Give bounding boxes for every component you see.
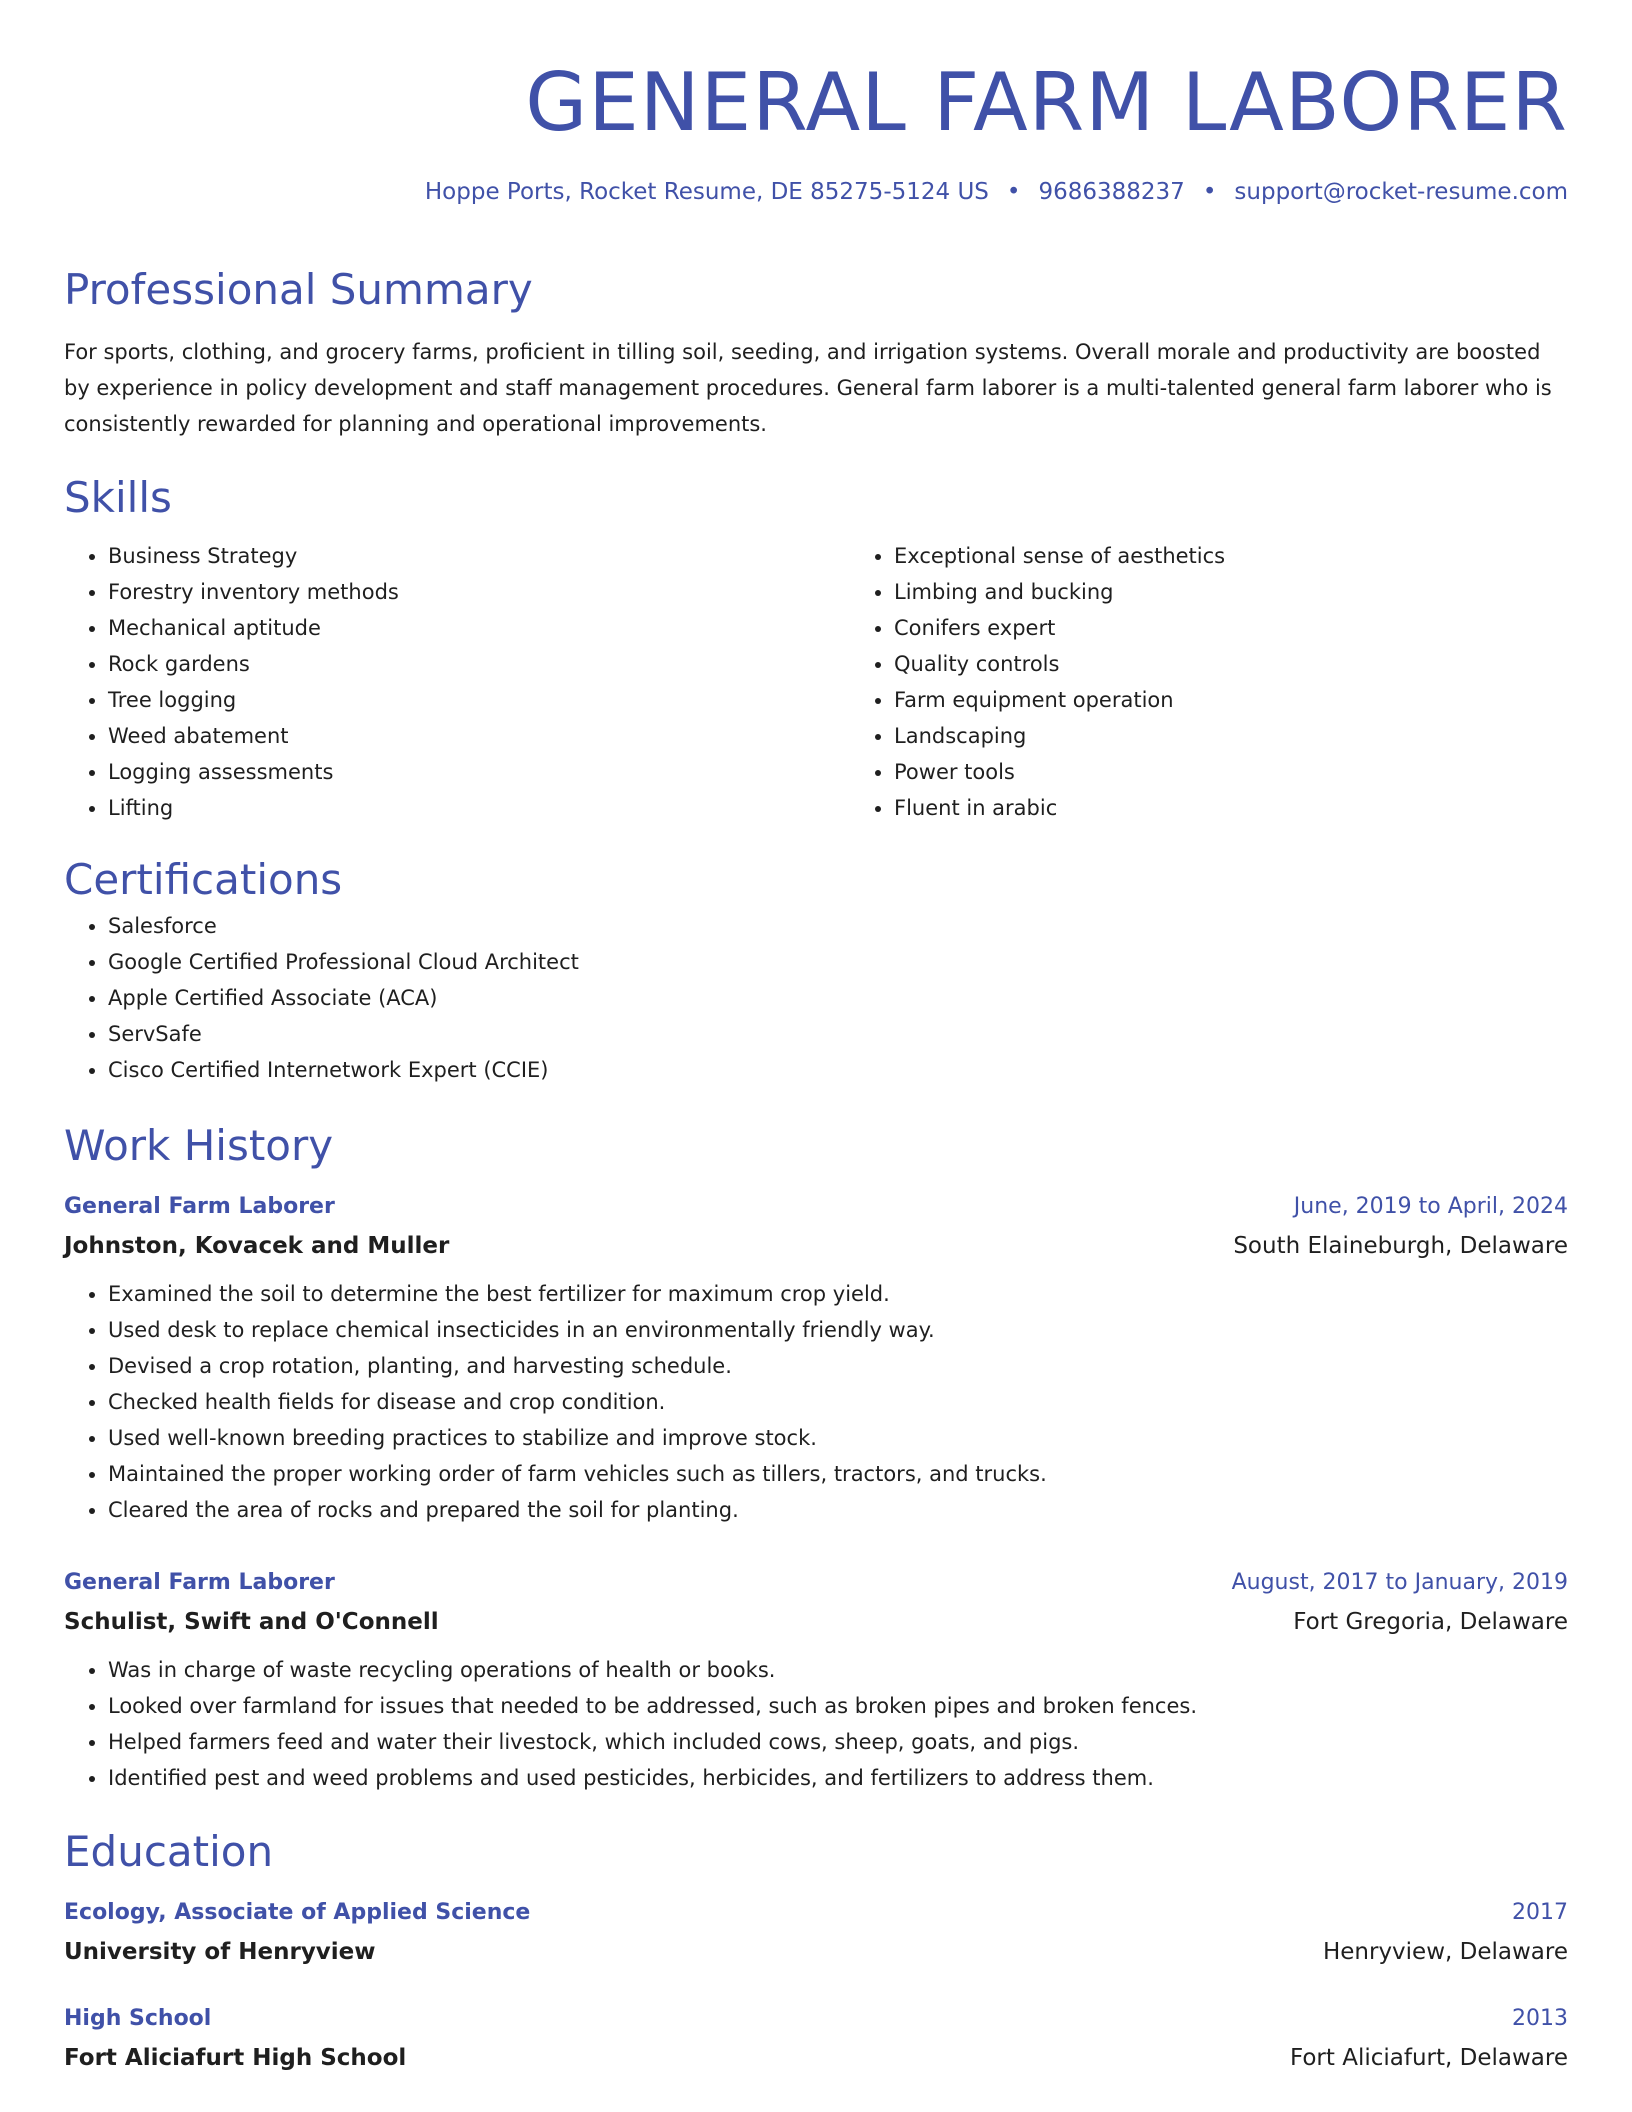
job-duty-item: • Used desk to replace chemical insecticides in an environmentally friendly way.: [108, 1312, 1568, 1348]
job-title-row: [64, 1188, 1568, 1226]
education-location: Fort Aliciafurt, Delaware: [1289, 2045, 1568, 2071]
skill-item: • Mechanical aptitude: [108, 610, 850, 646]
contact-address: Hoppe Ports, Rocket Resume, DE 85275-5124 US: [424, 179, 989, 205]
contact-email[interactable]: support@rocket-resume.com: [1234, 179, 1568, 205]
job-duties-list: [64, 1276, 1568, 1528]
resume-name: GENERAL FARM LABORER: [525, 56, 1568, 149]
education-year: 2013: [1512, 2006, 1568, 2031]
skill-item: • Exceptional sense of aesthetics: [894, 538, 1632, 574]
contact-line: [64, 176, 1568, 208]
skill-item: • Limbing and bucking: [894, 574, 1632, 610]
skill-item: • Power tools: [894, 754, 1632, 790]
education-school-row: [64, 2038, 1568, 2078]
job-duty-item: • Checked health fields for disease and crop condition.: [108, 1384, 1568, 1420]
job-location: South Elaineburgh, Delaware: [1233, 1233, 1568, 1259]
certification-item: • ServSafe: [108, 1016, 1568, 1052]
skill-item: • Weed abatement: [108, 718, 850, 754]
education-location: Henryview, Delaware: [1322, 1939, 1568, 1965]
skill-item: • Quality controls: [894, 646, 1632, 682]
job-title: General Farm Laborer: [64, 1194, 335, 1219]
job-duty-item: • Used well-known breeding practices to stabilize and improve stock.: [108, 1420, 1568, 1456]
education-school: University of Henryview: [64, 1939, 376, 1965]
job-duties-list: [64, 1652, 1568, 1796]
skills-list-left: [64, 538, 850, 826]
certification-item: • Google Certified Professional Cloud Architect: [108, 944, 1568, 980]
certification-item: • Cisco Certified Internetwork Expert (CCIE): [108, 1052, 1568, 1088]
job-title: General Farm Laborer: [64, 1570, 335, 1595]
job-duty-item: • Devised a crop rotation, planting, and harvesting schedule.: [108, 1348, 1568, 1384]
job-duty-item: • Was in charge of waste recycling operations of health or books.: [108, 1652, 1568, 1688]
contact-separator: •: [1006, 179, 1021, 205]
job-duty-item: • Cleared the area of rocks and prepared the soil for planting.: [108, 1492, 1568, 1528]
education-degree-row: [64, 1894, 1568, 1932]
job-entry: [64, 1564, 1568, 1796]
skills-grid: [64, 538, 1568, 826]
job-location: Fort Gregoria, Delaware: [1293, 1609, 1568, 1635]
education-entry: [64, 2000, 1568, 2078]
skill-item: • Business Strategy: [108, 538, 850, 574]
job-company: Johnston, Kovacek and Muller: [64, 1233, 450, 1259]
skill-item: • Rock gardens: [108, 646, 850, 682]
skill-item: • Landscaping: [894, 718, 1632, 754]
education-degree-row: [64, 2000, 1568, 2038]
skill-item: • Tree logging: [108, 682, 850, 718]
job-duty-item: • Maintained the proper working order of farm vehicles such as tillers, tractors, and trucks.: [108, 1456, 1568, 1492]
job-dates: June, 2019 to April, 2024: [1293, 1194, 1568, 1219]
job-dates: August, 2017 to January, 2019: [1231, 1570, 1568, 1595]
contact-phone: 9686388237: [1038, 179, 1185, 205]
education-entry: [64, 1894, 1568, 1972]
education-degree: Ecology, Associate of Applied Science: [64, 1900, 531, 1925]
certification-item: • Salesforce: [108, 908, 1568, 944]
job-duty-item: • Helped farmers feed and water their livestock, which included cows, sheep, goats, and pigs.: [108, 1724, 1568, 1760]
skill-item: • Logging assessments: [108, 754, 850, 790]
skill-item: • Conifers expert: [894, 610, 1632, 646]
education-school-row: [64, 1932, 1568, 1972]
certification-item: • Apple Certified Associate (ACA): [108, 980, 1568, 1016]
job-duty-item: • Examined the soil to determine the best fertilizer for maximum crop yield.: [108, 1276, 1568, 1312]
job-company-row: [64, 1226, 1568, 1266]
skill-item: • Farm equipment operation: [894, 682, 1632, 718]
work-history-heading: Work History: [64, 1121, 334, 1170]
skill-item: • Lifting: [108, 790, 850, 826]
job-title-row: [64, 1564, 1568, 1602]
certifications-heading: Certifications: [64, 855, 343, 904]
education-year: 2017: [1512, 1900, 1568, 1925]
contact-separator: •: [1202, 179, 1217, 205]
skills-list-right: [850, 538, 1632, 826]
summary-text: For sports, clothing, and grocery farms, proficient in tilling soil, seeding, and irrigation systems. Overall morale and productivity are boosted by experience in policy development and staff management procedures. General farm laborer is a multi-talented general farm laborer who is consistently rewarded for planning and operational improvements.: [64, 340, 1552, 436]
summary-heading: Professional Summary: [64, 265, 533, 314]
skills-heading: Skills: [64, 473, 172, 522]
education-school: Fort Aliciafurt High School: [64, 2045, 407, 2071]
skill-item: • Forestry inventory methods: [108, 574, 850, 610]
certifications-list: [64, 908, 1568, 1088]
job-entry: [64, 1188, 1568, 1528]
job-duty-item: • Looked over farmland for issues that needed to be addressed, such as broken pipes and broken fences.: [108, 1688, 1568, 1724]
job-company-row: [64, 1602, 1568, 1642]
education-degree: High School: [64, 2006, 212, 2031]
education-heading: Education: [64, 1827, 274, 1876]
job-company: Schulist, Swift and O'Connell: [64, 1609, 439, 1635]
job-duty-item: • Identified pest and weed problems and used pesticides, herbicides, and fertilizers to address them.: [108, 1760, 1568, 1796]
skill-item: • Fluent in arabic: [894, 790, 1632, 826]
